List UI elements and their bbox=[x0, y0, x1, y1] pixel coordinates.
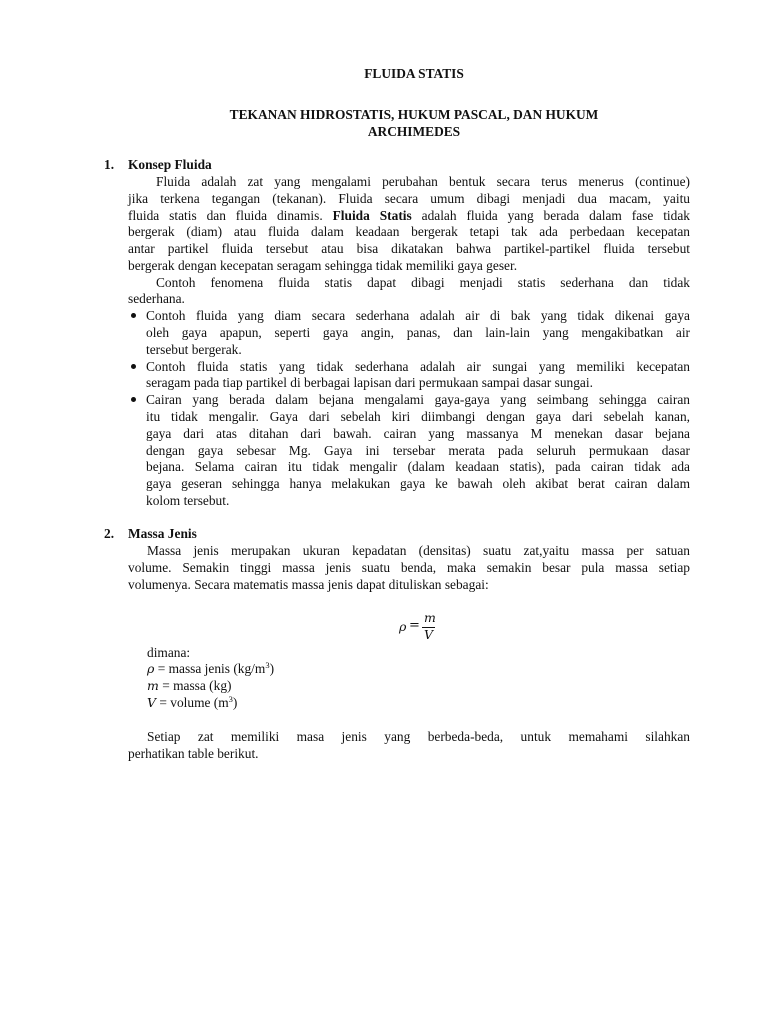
section-2-paragraph-2-line-2: perhatikan table berikut. bbox=[128, 746, 259, 761]
bullet-1-line-3: tersebut bergerak. bbox=[146, 342, 242, 357]
section-1-paragraph-2-line-2: sederhana. bbox=[128, 291, 185, 306]
superscript: 3 bbox=[265, 660, 270, 670]
page-subtitle-line-2: ARCHIMEDES bbox=[367, 124, 461, 139]
section-1-paragraph-1-line-4: bergerak (diam) atau fluida dalam keadaan bergerak tetapi tak ada perbedaan kecepatan bbox=[128, 224, 690, 239]
bullet-1-line-1: Contoh fluida yang diam secara sederhana adalah air di bak yang tidak dikenai gaya bbox=[146, 308, 690, 323]
formula-equals: = bbox=[409, 618, 420, 633]
definition-mass bbox=[147, 678, 232, 695]
formula-numerator: m bbox=[424, 610, 436, 625]
section-2-paragraph-2-line-1: Setiap zat memiliki masa jenis yang berbeda-beda, untuk memahami silahkan bbox=[147, 729, 690, 744]
symbol-m: m bbox=[147, 678, 159, 693]
inline-text: adalah fluida yang berada dalam fase tidak bbox=[411, 208, 690, 223]
definition-tail: ) bbox=[232, 695, 238, 710]
definition-density bbox=[147, 661, 274, 678]
section-1-paragraph-1-line-2: jika terkena tegangan (tekanan). Fluida secara umum dibagi menjadi dua macam, yaitu bbox=[128, 191, 690, 206]
bullet-1-line-2: oleh gaya apapun, seperti gaya angin, panas, dan lain-lain yang mengakibatkan air bbox=[146, 325, 690, 340]
page-title: FLUIDA STATIS bbox=[364, 66, 464, 81]
section-1-paragraph-1-line-3 bbox=[128, 208, 690, 225]
bullet-3-line-4: dengan gaya sebesar Mg. Gaya ini tersebar merata pada seluruh permukaan dasar bbox=[146, 443, 690, 458]
symbol-v: V bbox=[147, 695, 157, 710]
bullet-3-line-6: gaya geseran sehingga hanya melakukan gaya ke bawah oleh akibat berat cairan dalam bbox=[146, 476, 690, 491]
bullet-icon bbox=[130, 360, 138, 368]
definition-tail: ) bbox=[269, 661, 275, 676]
section-1-paragraph-1-line-1: Fluida adalah zat yang mengalami perubahan bentuk secara terus menerus (continue) bbox=[156, 174, 690, 189]
density-formula bbox=[399, 611, 445, 647]
bullet-3-line-5: bejana. Selama cairan itu tidak mengalir (dalam keadaan statis), pada cairan tidak ada bbox=[146, 459, 690, 474]
symbol-rho: ρ bbox=[147, 661, 155, 676]
bullet-icon bbox=[130, 309, 138, 317]
superscript: 3 bbox=[228, 694, 233, 704]
section-1-heading: Konsep Fluida bbox=[128, 157, 212, 172]
bullet-3-line-1: Cairan yang berada dalam bejana mengalami gaya-gaya yang seimbang sehingga cairan bbox=[146, 392, 690, 407]
section-1-number: 1. bbox=[104, 157, 115, 172]
bullet-3-line-7: kolom tersebut. bbox=[146, 493, 230, 508]
section-1-paragraph-1-line-6: bergerak dengan kecepatan seragam sehingga tidak memiliki gaya geser. bbox=[128, 258, 518, 273]
section-2-paragraph-1-line-1: Massa jenis merupakan ukuran kepadatan (densitas) suatu zat,yaitu massa per satuan bbox=[147, 543, 690, 558]
bullet-2-line-2: seragam pada tiap partikel di berbagai lapisan dari permukaan sampai dasar sungai. bbox=[146, 375, 593, 390]
formula-rho: ρ bbox=[399, 619, 407, 634]
section-1-paragraph-2-line-1: Contoh fenomena fluida statis dapat dibagi menjadi statis sederhana dan tidak bbox=[156, 275, 690, 290]
section-2-paragraph-1-line-3: volumenya. Secara matematis massa jenis dapat dituliskan sebagai: bbox=[128, 577, 489, 592]
bullet-2-line-1: Contoh fluida statis yang tidak sederhana adalah air sungai yang memiliki kecepatan bbox=[146, 359, 690, 374]
definition-text: = massa jenis (kg/m bbox=[154, 661, 266, 676]
bullet-icon bbox=[130, 393, 138, 401]
section-2-heading: Massa Jenis bbox=[128, 526, 197, 541]
section-2-paragraph-1-line-2: volume. Semakin tinggi massa jenis suatu benda, maka semakin besar pula massa setiap bbox=[128, 560, 690, 575]
inline-text: fluida statis dan fluida dinamis. bbox=[128, 208, 333, 223]
definition-volume bbox=[147, 695, 237, 712]
bullet-3-line-2: itu tidak mengalir. Gaya dari sebelah kiri diimbangi dengan gaya dari sebelah kanan, bbox=[146, 409, 690, 424]
bullet-3-line-3: gaya dari atas ditahan dari bawah. cairan yang massanya M menekan dasar bejana bbox=[146, 426, 690, 441]
section-2-number: 2. bbox=[104, 526, 115, 541]
page-subtitle-line-1: TEKANAN HIDROSTATIS, HUKUM PASCAL, DAN HUKUM bbox=[229, 107, 599, 122]
bold-term-fluida-statis: Fluida Statis bbox=[332, 208, 412, 223]
section-1-paragraph-1-line-5: antar partikel fluida tersebut atau bisa dikatakan bahwa partikel-partikel fluida tersebut bbox=[128, 241, 690, 256]
formula-denominator: V bbox=[424, 627, 434, 642]
where-label: dimana: bbox=[147, 645, 191, 660]
definition-text: = massa (kg) bbox=[158, 678, 232, 693]
definition-text: = volume (m bbox=[156, 695, 229, 710]
